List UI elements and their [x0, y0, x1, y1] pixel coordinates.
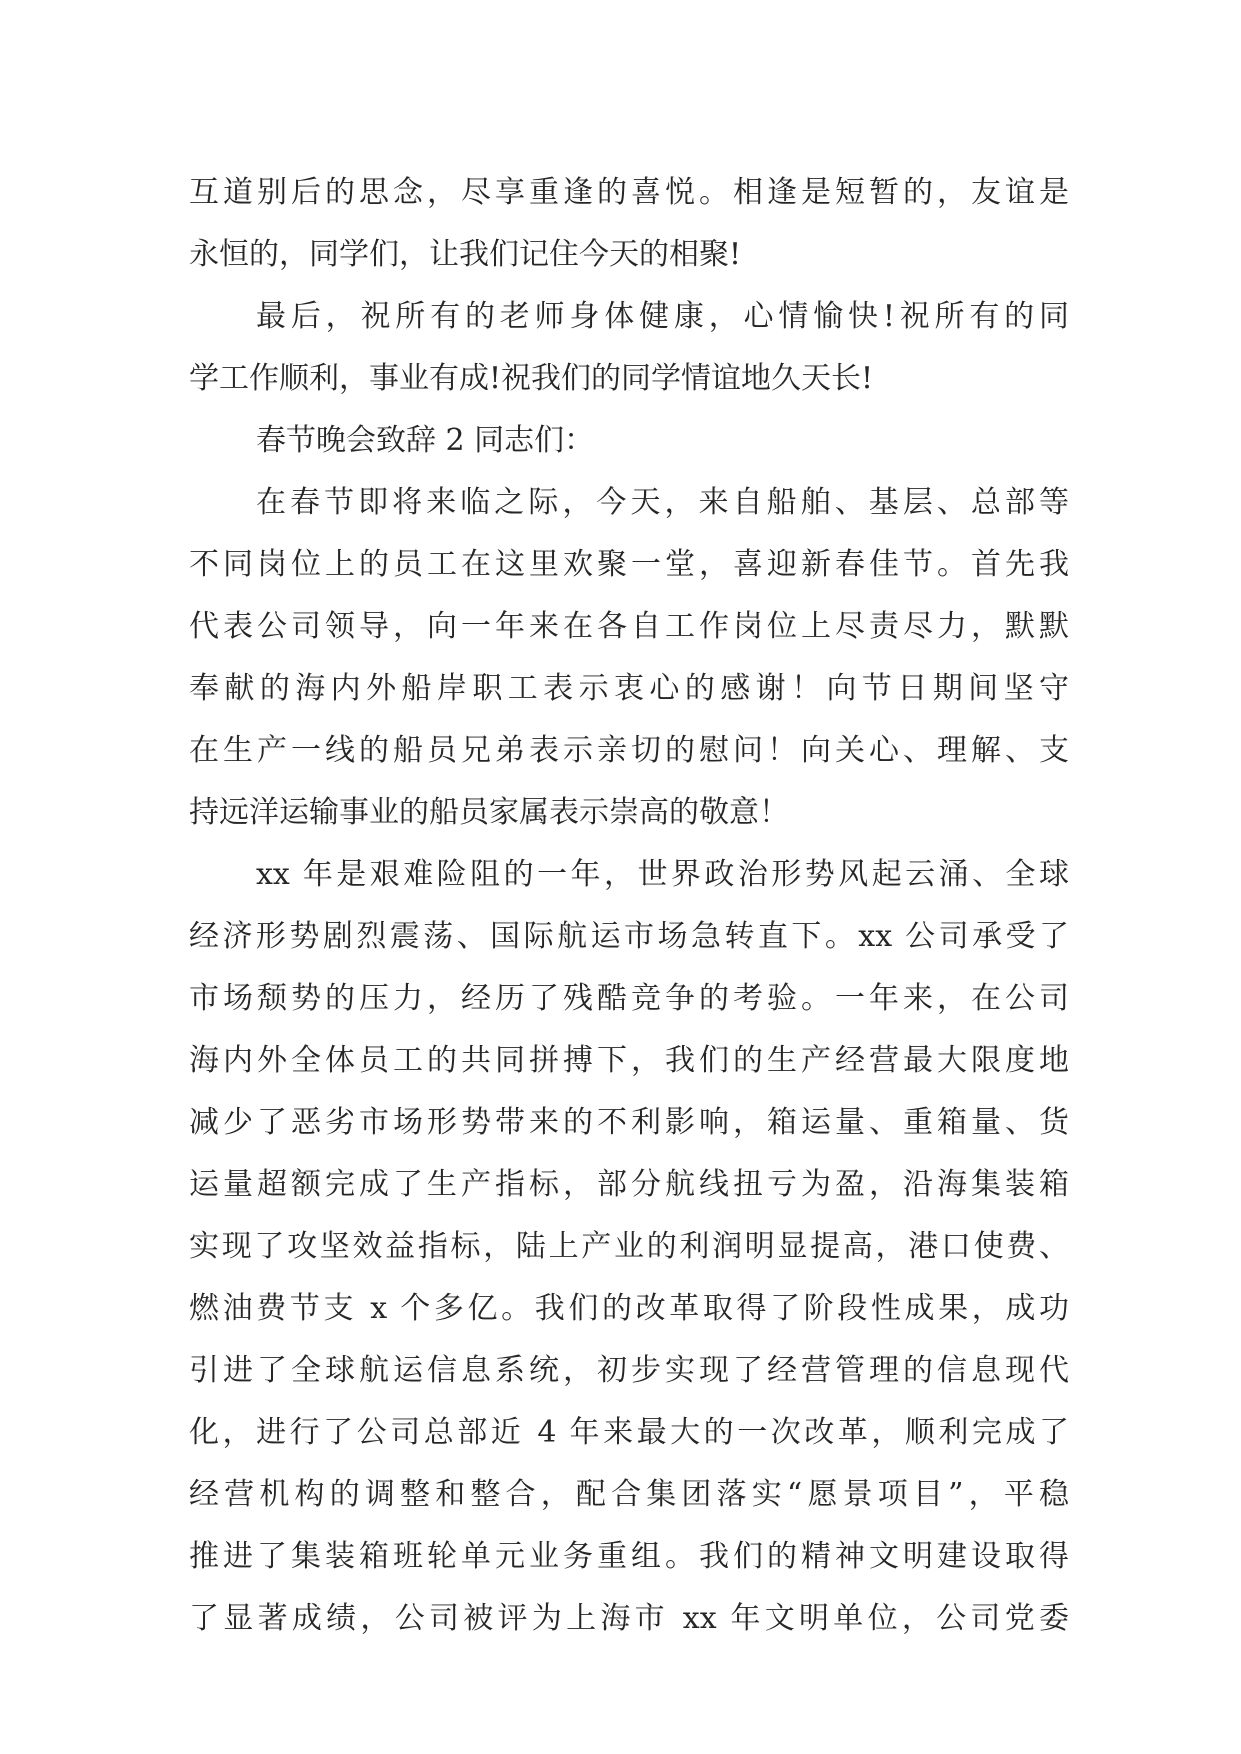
- text-line: 持远洋运输事业的船员家属表示崇高的敬意！: [189, 795, 789, 830]
- text-line: 运量超额完成了生产指标，部分航线扭亏为盈，沿海集装箱: [189, 1167, 1069, 1202]
- text-line: 燃油费节支 x 个多亿。我们的改革取得了阶段性成果，成功: [189, 1291, 1069, 1326]
- text-line: 奉献的海内外船岸职工表示衷心的感谢！向节日期间坚守: [189, 671, 1069, 706]
- text-line: 在生产一线的船员兄弟表示亲切的慰问！向关心、理解、支: [189, 733, 1069, 768]
- text-line: 在春节即将来临之际，今天，来自船舶、基层、总部等: [256, 485, 1069, 520]
- text-line: xx 年是艰难险阻的一年，世界政治形势风起云涌、全球: [256, 857, 1069, 892]
- text-line: 不同岗位上的员工在这里欢聚一堂，喜迎新春佳节。首先我: [189, 547, 1069, 582]
- text-line: 推进了集装箱班轮单元业务重组。我们的精神文明建设取得: [189, 1539, 1069, 1574]
- text-line: 经济形势剧烈震荡、国际航运市场急转直下。xx 公司承受了: [189, 919, 1069, 954]
- text-line: 了显著成绩，公司被评为上海市 xx 年文明单位，公司党委: [189, 1601, 1069, 1636]
- text-line: 经营机构的调整和整合，配合集团落实“愿景项目”，平稳: [189, 1477, 1069, 1512]
- text-line: 永恒的，同学们，让我们记住今天的相聚!: [189, 237, 742, 272]
- section-heading: 春节晚会致辞 2 同志们：: [256, 423, 595, 458]
- text-line: 海内外全体员工的共同拼搏下，我们的生产经营最大限度地: [189, 1043, 1069, 1078]
- text-line: 代表公司领导，向一年来在各自工作岗位上尽责尽力，默默: [189, 609, 1069, 644]
- text-line: 学工作顺利，事业有成!祝我们的同学情谊地久天长!: [189, 361, 874, 396]
- text-line: 减少了恶劣市场形势带来的不利影响，箱运量、重箱量、货: [189, 1105, 1069, 1140]
- text-line: 实现了攻坚效益指标，陆上产业的利润明显提高，港口使费、: [189, 1229, 1069, 1264]
- text-line: 最后，祝所有的老师身体健康，心情愉快!祝所有的同: [256, 299, 1069, 334]
- text-line: 化，进行了公司总部近 4 年来最大的一次改革，顺利完成了: [189, 1415, 1069, 1450]
- text-line: 引进了全球航运信息系统，初步实现了经营管理的信息现代: [189, 1353, 1069, 1388]
- text-line: 市场颓势的压力，经历了残酷竞争的考验。一年来，在公司: [189, 981, 1069, 1016]
- body-text: [189, 162, 1069, 1650]
- text-line: 互道别后的思念，尽享重逢的喜悦。相逢是短暂的，友谊是: [189, 175, 1069, 210]
